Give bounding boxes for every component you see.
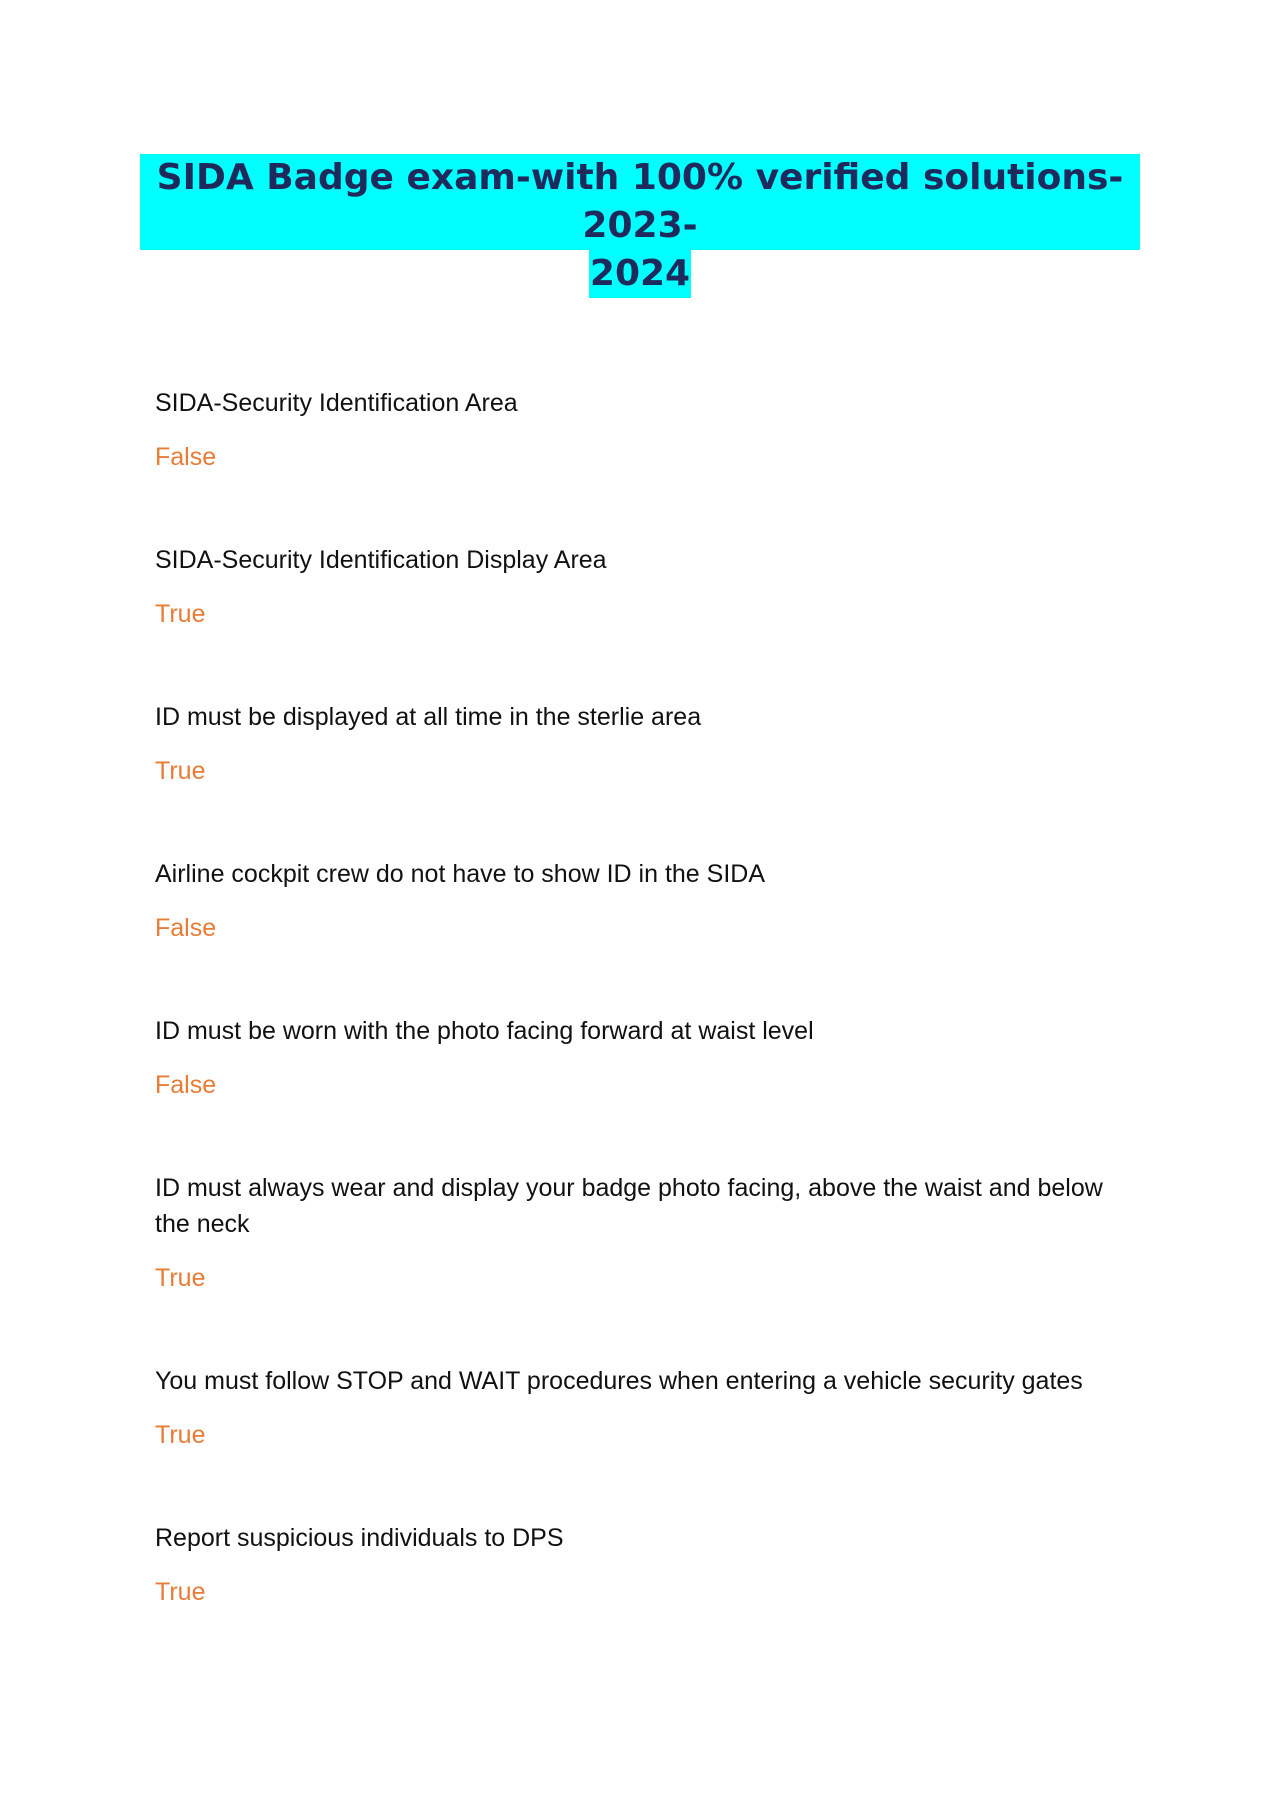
title-line-2: 2024 [589,250,691,298]
qa-item [155,385,1135,475]
question-text: ID must be displayed at all time in the sterlie area [155,703,702,731]
question-text: SIDA-Security Identification Display Area [155,546,607,574]
answer-text: False [155,443,217,471]
question-text: SIDA-Security Identification Area [155,389,518,417]
answer-text: True [155,1264,206,1292]
qa-item [155,1520,1135,1610]
title-line-1: SIDA Badge exam-with 100% verified solutions-2023- [140,154,1140,250]
qa-item [155,856,1135,946]
qa-item [155,1363,1135,1453]
qa-item [155,1013,1135,1103]
answer-text: True [155,1578,206,1606]
question-text: ID must always wear and display your badge photo facing, above the waist and below the neck [155,1174,1103,1238]
answer-text: True [155,757,206,785]
question-answer-list [155,385,1135,1677]
answer-text: False [155,914,217,942]
qa-item [155,1170,1135,1296]
question-text: ID must be worn with the photo facing forward at waist level [155,1017,814,1045]
question-text: You must follow STOP and WAIT procedures when entering a vehicle security gates [155,1367,1083,1395]
question-text: Airline cockpit crew do not have to show ID in the SIDA [155,860,766,888]
qa-item [155,542,1135,632]
document-title [140,154,1140,298]
answer-text: False [155,1071,217,1099]
answer-text: True [155,1421,206,1449]
answer-text: True [155,600,206,628]
qa-item [155,699,1135,789]
question-text: Report suspicious individuals to DPS [155,1524,564,1552]
